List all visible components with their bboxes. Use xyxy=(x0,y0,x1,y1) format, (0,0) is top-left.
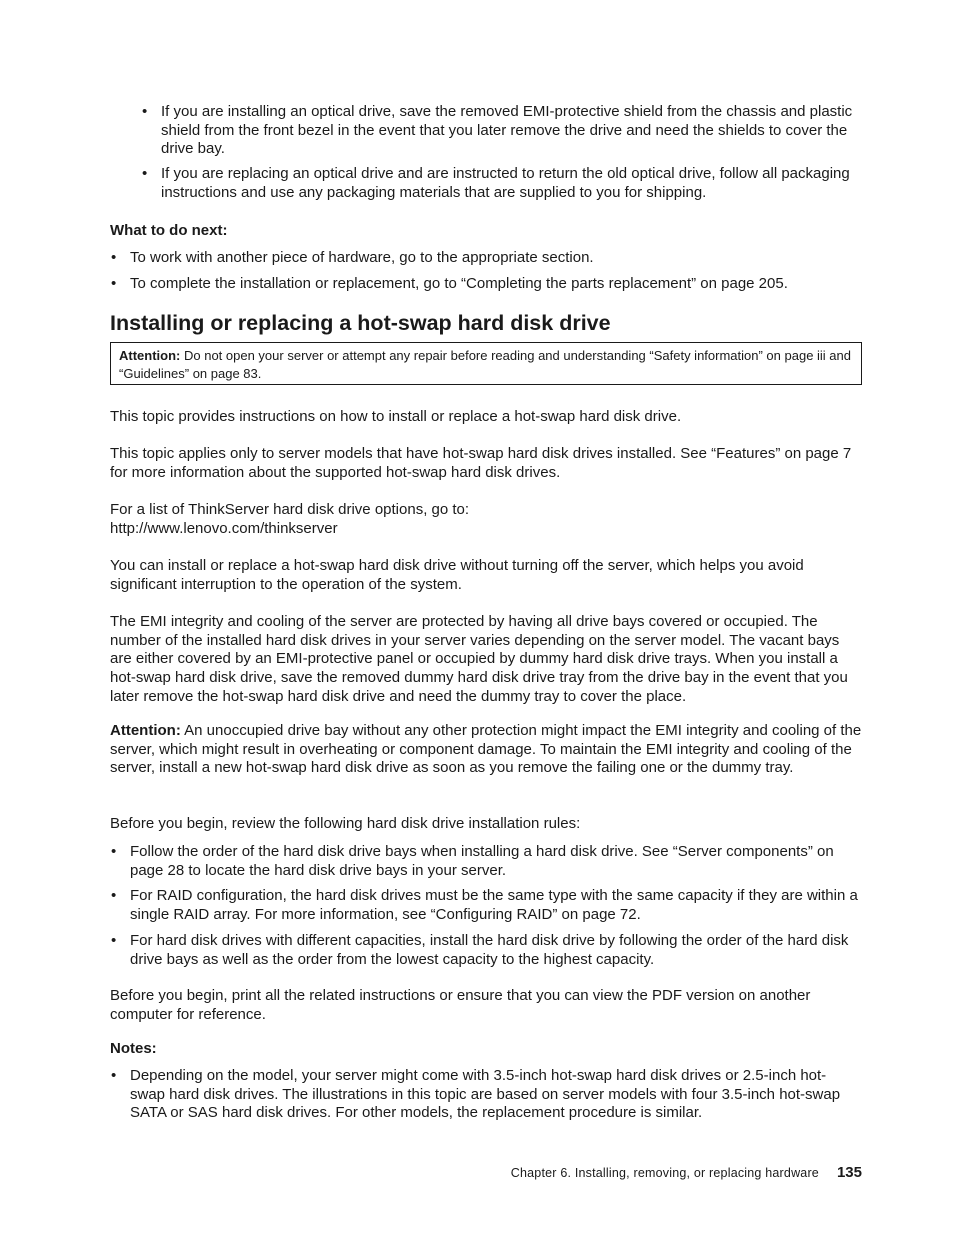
section-title: Installing or replacing a hot-swap hard disk drive xyxy=(110,311,611,335)
bullet-glyph: • xyxy=(111,931,117,949)
bullet-glyph: • xyxy=(111,274,117,292)
paragraph-applies: This topic applies only to server models that have hot-swap hard disk drives installed. See “Features” on page 7 for more information about the supported hot-swap hard disk drives. xyxy=(110,445,852,481)
list-item-text: If you are installing an optical drive, save the removed EMI-protective shield from the chassis and plastic shield from the front bezel in the event that you later remove the drive and need the shields to cover the drive bay. xyxy=(161,103,853,158)
list-item xyxy=(111,274,870,294)
attention-text: An unoccupied drive bay without any other protection might impact the EMI integrity and cooling of the server, which might result in overheating or component damage. To maintain the EMI integrity and cooling of the server, install a new hot-swap hard disk drive as soon as you remove the failing one or the dummy tray. xyxy=(110,722,862,777)
options-text: For a list of ThinkServer hard disk drive options, go to: xyxy=(110,501,470,518)
bullet-glyph: • xyxy=(142,165,148,183)
bullet-glyph: • xyxy=(111,249,117,266)
notes-heading: Notes: xyxy=(110,1040,157,1057)
attention-label: Attention: xyxy=(110,722,181,739)
notes-list xyxy=(111,1067,846,1123)
bullet-glyph: • xyxy=(111,887,117,905)
optical-drive-notes-list xyxy=(142,103,866,203)
list-item-text: If you are replacing an optical drive and are instructed to return the old optical drive, follow all packaging instructions and use any packaging materials that are supplied to you for shipping. xyxy=(161,165,850,201)
what-to-do-next-heading: What to do next: xyxy=(110,222,228,239)
list-item xyxy=(111,843,862,880)
list-item-text: Depending on the model, your server might come with 3.5-inch hot-swap hard disk drives or 2.5-inch hot-swap hard disk drives. The illustrations in this topic are based on server models with four 3.5-inch hot-swap SATA or SAS hard disk drives. For other models, the replacement procedure is similar. xyxy=(130,1067,841,1122)
installation-rules-list xyxy=(111,843,862,969)
bullet-glyph: • xyxy=(111,843,117,860)
list-item xyxy=(111,1067,846,1123)
list-item-text: For hard disk drives with different capacities, install the hard disk drive by following the order of the hard disk drive bays as well as the order from the lowest capacity to the highest capacity. xyxy=(130,931,849,968)
list-item-text: To complete the installation or replacement, go to “Completing the parts replacement” on page 205. xyxy=(130,274,788,292)
attention-label: Attention: xyxy=(119,348,181,363)
paragraph-no-power-off: You can install or replace a hot-swap hard disk drive without turning off the server, which helps you avoid significant interruption to the operation of the system. xyxy=(110,557,804,593)
paragraph-attention-emi xyxy=(110,722,862,778)
paragraph-print-instructions: Before you begin, print all the related instructions or ensure that you can view the PDF version on another computer for reference. xyxy=(110,987,811,1023)
list-item xyxy=(142,165,866,202)
paragraph-intro: This topic provides instructions on how to install or replace a hot-swap hard disk drive. xyxy=(110,408,682,425)
thinkserver-url: http://www.lenovo.com/thinkserver xyxy=(110,519,338,537)
list-item xyxy=(142,103,866,159)
list-item xyxy=(111,887,862,924)
chapter-title: Chapter 6. Installing, removing, or replacing hardware xyxy=(510,1166,819,1180)
page-footer xyxy=(511,1164,862,1181)
attention-text: Do not open your server or attempt any repair before reading and understanding “Safety information” on page iii and “Guidelines” on page 83. xyxy=(119,348,851,381)
bullet-glyph: • xyxy=(111,1067,117,1084)
bullet-glyph: • xyxy=(142,103,148,120)
paragraph-rules-intro: Before you begin, review the following hard disk drive installation rules: xyxy=(110,815,581,832)
list-item-text: To work with another piece of hardware, go to the appropriate section. xyxy=(130,249,594,266)
list-item-text: For RAID configuration, the hard disk drives must be the same type with the same capacity if they are within a single RAID array. For more information, see “Configuring RAID” on page 72. xyxy=(130,887,858,924)
what-to-do-next-list xyxy=(111,249,870,293)
list-item xyxy=(111,249,870,268)
paragraph-emi-integrity: The EMI integrity and cooling of the server are protected by having all drive bays covered or occupied. The number of the installed hard disk drives in your server varies depending on the server model. The vacant bays are either covered by an EMI-protective panel or occupied by dummy hard disk drive trays. When you install a hot-swap hard disk drive, save the removed dummy hard disk drive tray from the drive bay in the event that you later remove the hot-swap hard disk drive and need the dummy tray to cover the place. xyxy=(110,613,848,705)
attention-box xyxy=(110,342,862,385)
list-item-text: Follow the order of the hard disk drive bays when installing a hard disk drive. See “Server components” on page 28 to locate the hard disk drive bays in your server. xyxy=(130,843,834,879)
paragraph-options xyxy=(110,501,862,538)
page-number: 135 xyxy=(836,1164,862,1181)
list-item xyxy=(111,931,862,969)
